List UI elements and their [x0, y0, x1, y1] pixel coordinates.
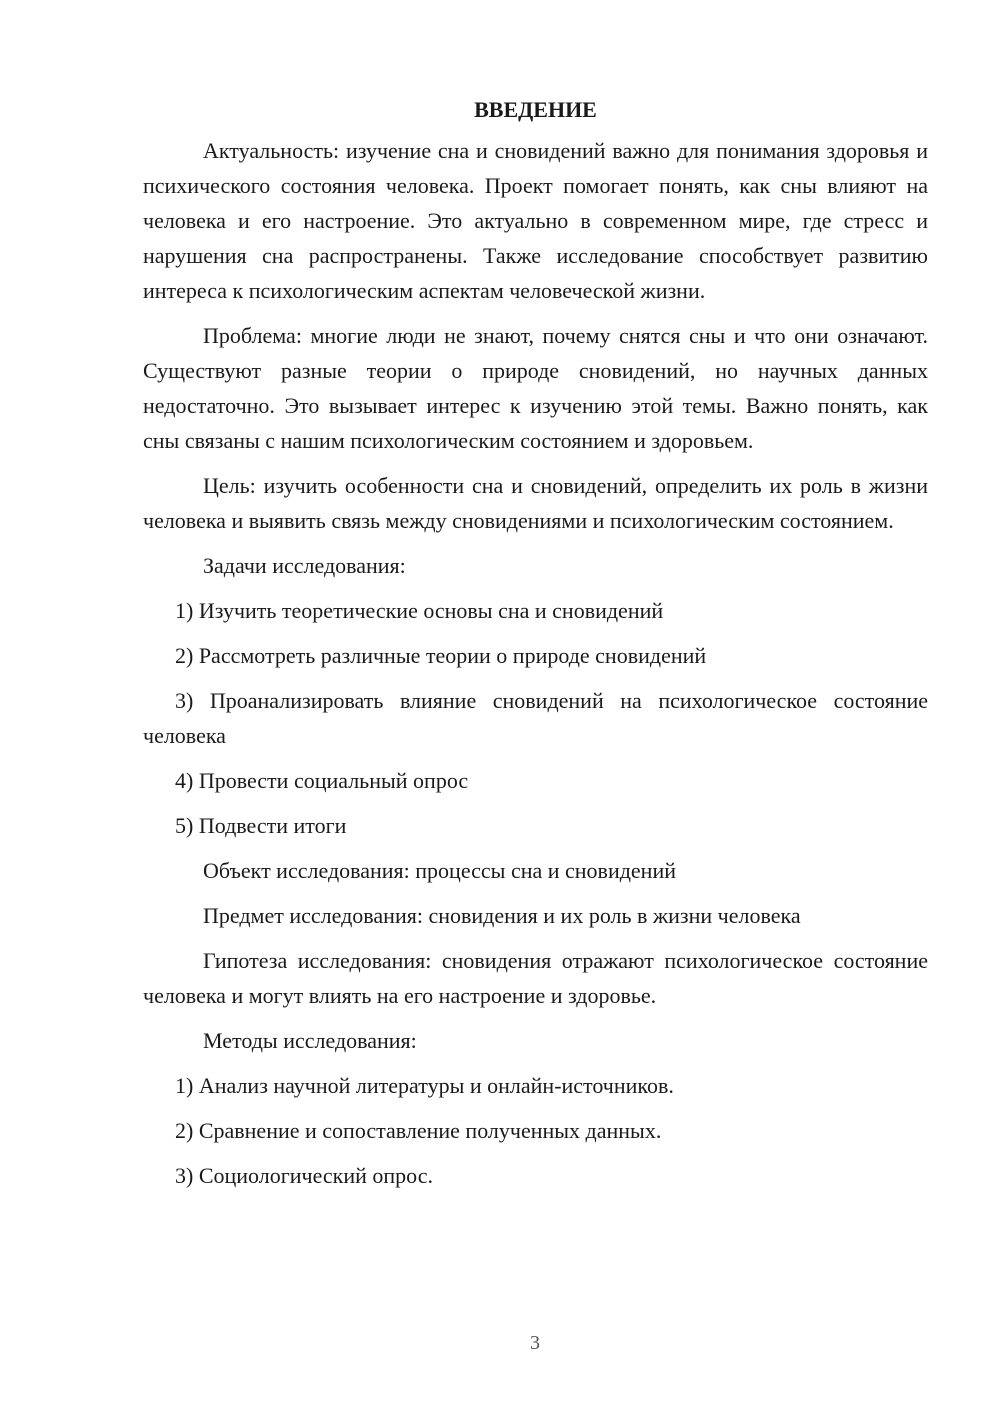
- object-line: Объект исследования: процессы сна и сновидений: [203, 858, 676, 883]
- method-item: 2) Сравнение и сопоставление полученных данных.: [175, 1118, 662, 1143]
- section-title: ВВЕДЕНИЕ: [474, 97, 597, 122]
- task-item: 3) Проанализировать влияние сновидений на психологическое состояние человека: [143, 688, 928, 748]
- task-item: 5) Подвести итоги: [175, 813, 347, 838]
- task-item: 1) Изучить теоретические основы сна и сновидений: [175, 598, 664, 623]
- problem-paragraph: Проблема: многие люди не знают, почему снятся сны и что они означают. Существуют разные теории о природе сновидений, но научных данных недостаточно. Это вызывает интерес к изучению этой темы. Важно понять, как сны связаны с нашим психологическим состоянием и здоровьем.: [143, 323, 928, 453]
- method-item: 1) Анализ научной литературы и онлайн-источников.: [175, 1073, 674, 1098]
- hypothesis-paragraph: Гипотеза исследования: сновидения отражают психологическое состояние человека и могут влиять на его настроение и здоровье.: [143, 948, 928, 1008]
- method-item: 3) Социологический опрос.: [175, 1163, 433, 1188]
- goal-paragraph: Цель: изучить особенности сна и сновидений, определить их роль в жизни человека и выявить связь между сновидениями и психологическим состоянием.: [143, 473, 928, 533]
- methods-heading: Методы исследования:: [203, 1028, 417, 1053]
- relevance-paragraph: Актуальность: изучение сна и сновидений важно для понимания здоровья и психического состояния человека. Проект помогает понять, как сны влияют на человека и его настроение. Это актуально в современном мире, где стресс и нарушения сна распространены. Также исследование способствует развитию интереса к психологическим аспектам человеческой жизни.: [143, 138, 928, 303]
- document-body: [143, 92, 928, 1203]
- tasks-heading: Задачи исследования:: [203, 553, 406, 578]
- page-number: 3: [530, 1332, 540, 1354]
- task-item: 2) Рассмотреть различные теории о природе сновидений: [175, 643, 707, 668]
- subject-line: Предмет исследования: сновидения и их роль в жизни человека: [203, 903, 801, 928]
- task-item: 4) Провести социальный опрос: [175, 768, 469, 793]
